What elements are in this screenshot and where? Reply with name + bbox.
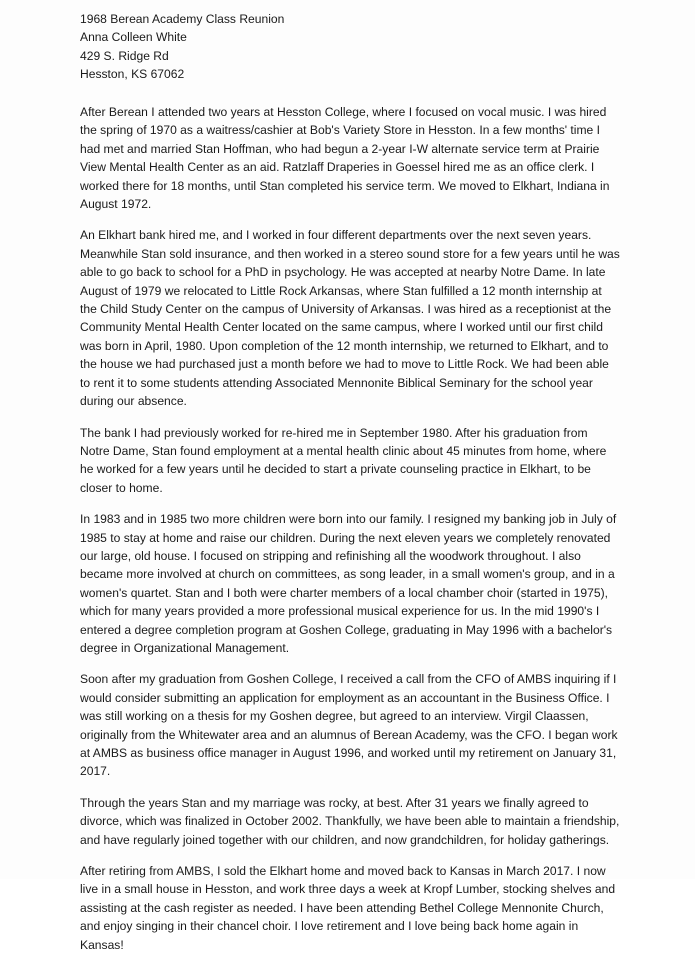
city-state-zip-line: Hesston, KS 67062 xyxy=(80,67,185,82)
paragraph-ambs: Soon after my graduation from Goshen College, I received a call from the CFO of AMBS inquiring if I would consider submitting an application for employment as an accountant in the Business Office. I was still working on a thesis for my Goshen degree, but agreed to an interview. Virgil Claassen, originally from the Whitewater area and an alumnus of Berean Academy, was the CFO. I began work at AMBS as business office manager in August 1996, and worked until my retirement on January 31, 2017. xyxy=(80,672,618,779)
paragraph-elkhart-bank: An Elkhart bank hired me, and I worked in four different departments over the next seven years. Meanwhile Stan sold insurance, and then worked in a stereo sound store for a few years until he was able to go back to school for a PhD in psychology. He was accepted at nearby Notre Dame. In late August of 1979 we relocated to Little Rock Arkansas, where Stan fulfilled a 12 month internship at the Child Study Center on the campus of University of Arkansas. I was hired as a receptionist at the Community Mental Health Center located on the same campus, where I worked until our first child was born in April, 1980. Upon completion of the 12 month internship, we returned to Elkhart, and to the house we had purchased just a month before we had to move to Little Rock. We had been able to rent it to some students attending Associated Mennonite Biblical Seminary for the school year during our absence. xyxy=(80,228,620,409)
sender-name-line: Anna Colleen White xyxy=(80,30,187,45)
street-address-line: 429 S. Ridge Rd xyxy=(80,48,169,63)
letter-body xyxy=(80,103,620,967)
event-title-line: 1968 Berean Academy Class Reunion xyxy=(80,12,285,26)
paragraph-retirement: After retiring from AMBS, I sold the Elkhart home and moved back to Kansas in March 2017. I now live in a small house in Hesston, and work three days a week at Kropf Lumber, stocking shelves and assisting at the cash register as needed. I have been attending Bethel College Mennonite Church, and enjoy singing in their chancel choir. I love retirement and I love being back home again in Kansas! xyxy=(80,864,616,952)
paragraph-children: In 1983 and in 1985 two more children were born into our family. I resigned my banking job in July of 1985 to stay at home and raise our children. During the next eleven years we completely renovated our large, old house. I focused on stripping and refinishing all the woodwork throughout. I also became more involved at church on committees, as song leader, in a small women's group, and in a women's quartet. Stan and I both were charter members of a local chamber choir (started in 1975), which for many years provided a more professional musical experience for us. In the mid 1990's I entered a degree completion program at Goshen College, graduating in May 1996 with a bachelor's degree in Organizational Management. xyxy=(80,512,617,655)
sender-address-block xyxy=(80,10,640,84)
paragraph-rehired: The bank I had previously worked for re-hired me in September 1980. After his graduation from Notre Dame, Stan found employment at a mental health clinic about 45 minutes from home, where he worked for a few years until he decided to start a private counseling practice in Elkhart, to be closer to home. xyxy=(80,425,607,495)
paragraph-hesston-college: After Berean I attended two years at Hesston College, where I focused on vocal music. I was hired the spring of 1970 as a waitress/cashier at Bob's Variety Store in Hesston. In a few months' time I had met and married Stan Hoffman, who had begun a 2-year I-W alternate service term at Prairie View Mental Health Center as an aid. Ratzlaff Draperies in Goessel hired me as an office clerk. I worked there for 18 months, until Stan completed his service term. We moved to Elkhart, Indiana in August 1972. xyxy=(80,105,610,212)
paragraph-divorce: Through the years Stan and my marriage was rocky, at best. After 31 years we finally agreed to divorce, which was finalized in October 2002. Thankfully, we have been able to maintain a friendship, and have regularly joined together with our children, and now grandchildren, for holiday gatherings. xyxy=(80,795,620,847)
